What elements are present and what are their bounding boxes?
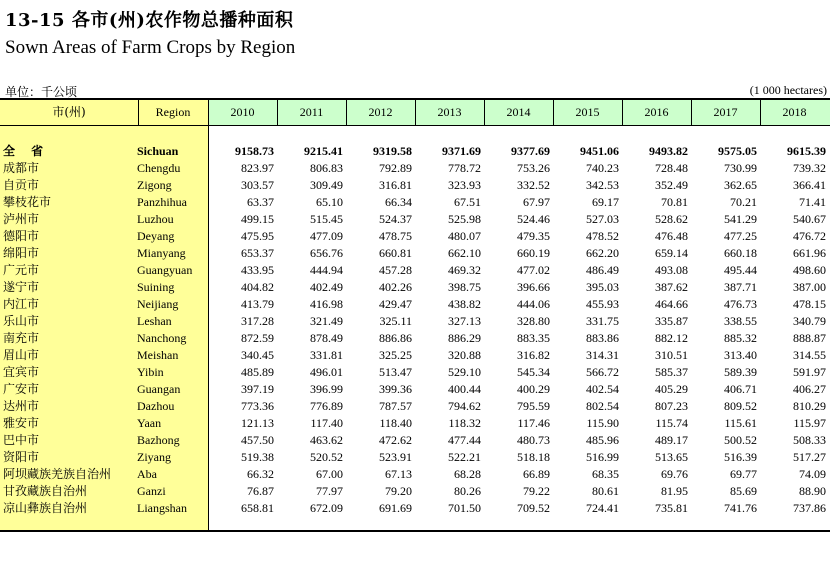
cell-value: 366.41 [793, 178, 826, 192]
cell-value: 463.62 [310, 433, 343, 447]
cell-value: 115.97 [793, 416, 826, 430]
cell-value: 399.36 [379, 382, 412, 396]
cell-value: 316.81 [379, 178, 412, 192]
cell-value: 806.83 [310, 161, 343, 175]
unit-label-en: (1 000 hectares) [749, 83, 827, 97]
cell-value: 522.21 [448, 450, 481, 464]
cell-value: 9615.39 [787, 144, 826, 158]
header-divider [346, 100, 347, 125]
header-year: 2010 [230, 105, 255, 119]
cell-value: 316.82 [517, 348, 550, 362]
cell-value: 117.40 [310, 416, 343, 430]
cell-value: 395.03 [586, 280, 619, 294]
cell-value: 74.09 [799, 467, 826, 481]
cell-value: 413.79 [241, 297, 274, 311]
cell-value: 794.62 [448, 399, 481, 413]
table-row [0, 245, 830, 262]
cell-value: 80.61 [592, 484, 619, 498]
cell-value: 457.50 [241, 433, 274, 447]
cell-value: 672.09 [310, 501, 343, 515]
cell-value: 402.54 [586, 382, 619, 396]
cell-value: 115.61 [724, 416, 757, 430]
cell-value: 485.89 [241, 365, 274, 379]
cell-value: 327.13 [448, 314, 481, 328]
region-name-en: Neijiang [137, 297, 179, 311]
cell-value: 71.41 [799, 195, 826, 209]
cell-value: 323.93 [448, 178, 481, 192]
cell-value: 397.19 [241, 382, 274, 396]
cell-value: 65.10 [316, 195, 343, 209]
cell-value: 331.75 [586, 314, 619, 328]
header-divider [277, 100, 278, 125]
cell-value: 9319.58 [373, 144, 412, 158]
cell-value: 117.46 [517, 416, 550, 430]
region-name-en: Sichuan [137, 144, 179, 158]
cell-value: 662.10 [448, 246, 481, 260]
cell-value: 773.36 [241, 399, 274, 413]
cell-value: 9158.73 [235, 144, 274, 158]
cell-value: 402.49 [310, 280, 343, 294]
cell-value: 787.57 [379, 399, 412, 413]
region-name-cn: 眉山市 [3, 348, 40, 362]
header-divider [553, 100, 554, 125]
region-name-cn: 泸州市 [3, 212, 40, 226]
header-divider [691, 100, 692, 125]
cell-value: 691.69 [379, 501, 412, 515]
cell-value: 883.35 [517, 331, 550, 345]
table-title-cn: 13-15 各市(州)农作物总播种面积 [5, 10, 294, 31]
header-city: 市(州) [52, 105, 86, 119]
cell-value: 516.99 [586, 450, 619, 464]
cell-value: 753.26 [517, 161, 550, 175]
region-name-en: Chengdu [137, 161, 181, 175]
cell-value: 477.25 [724, 229, 757, 243]
cell-value: 121.13 [241, 416, 274, 430]
region-name-cn: 全 省 [3, 144, 50, 158]
table-row [0, 194, 830, 211]
region-name-en: Meishan [137, 348, 179, 362]
cell-value: 457.28 [379, 263, 412, 277]
table-row [0, 330, 830, 347]
cell-value: 802.54 [586, 399, 619, 413]
header-year: 2015 [575, 105, 600, 119]
region-name-en: Luzhou [137, 212, 174, 226]
cell-value: 724.41 [586, 501, 619, 515]
cell-value: 79.22 [523, 484, 550, 498]
header-year: 2014 [506, 105, 531, 119]
cell-value: 823.97 [241, 161, 274, 175]
cell-value: 519.38 [241, 450, 274, 464]
table-row [0, 398, 830, 415]
cell-value: 792.89 [379, 161, 412, 175]
cell-value: 508.33 [793, 433, 826, 447]
cell-value: 325.11 [379, 314, 412, 328]
cell-value: 541.29 [724, 212, 757, 226]
table-row [0, 279, 830, 296]
cell-value: 529.10 [448, 365, 481, 379]
header-divider [415, 100, 416, 125]
cell-value: 67.51 [454, 195, 481, 209]
cell-value: 660.81 [379, 246, 412, 260]
region-name-cn: 德阳市 [3, 229, 40, 243]
cell-value: 591.97 [793, 365, 826, 379]
cell-value: 527.03 [586, 212, 619, 226]
cell-value: 653.37 [241, 246, 274, 260]
total-row [0, 143, 830, 160]
region-name-cn: 雅安市 [3, 416, 40, 430]
table-row [0, 347, 830, 364]
cell-value: 476.48 [655, 229, 688, 243]
cell-value: 495.44 [724, 263, 757, 277]
cell-value: 795.59 [517, 399, 550, 413]
cell-value: 69.76 [661, 467, 688, 481]
cell-value: 398.75 [448, 280, 481, 294]
header-divider [484, 100, 485, 125]
region-name-cn: 凉山彝族自治州 [3, 501, 88, 515]
cell-value: 387.62 [655, 280, 688, 294]
cell-value: 478.52 [586, 229, 619, 243]
cell-value: 888.87 [793, 331, 826, 345]
cell-value: 68.35 [592, 467, 619, 481]
table-row [0, 296, 830, 313]
cell-value: 660.19 [517, 246, 550, 260]
cell-value: 739.32 [793, 161, 826, 175]
region-name-en: Yibin [137, 365, 164, 379]
cell-value: 709.52 [517, 501, 550, 515]
cell-value: 523.91 [379, 450, 412, 464]
cell-value: 387.00 [793, 280, 826, 294]
cell-value: 405.29 [655, 382, 688, 396]
cell-value: 328.80 [517, 314, 550, 328]
cell-value: 477.09 [310, 229, 343, 243]
cell-value: 728.48 [655, 161, 688, 175]
cell-value: 9493.82 [649, 144, 688, 158]
data-table [0, 98, 830, 532]
cell-value: 516.39 [724, 450, 757, 464]
cell-value: 79.20 [385, 484, 412, 498]
cell-value: 406.27 [793, 382, 826, 396]
cell-value: 658.81 [241, 501, 274, 515]
cell-value: 362.65 [724, 178, 757, 192]
table-title-en: Sown Areas of Farm Crops by Region [5, 37, 296, 58]
table-row [0, 364, 830, 381]
region-name-en: Aba [137, 467, 157, 481]
cell-value: 303.57 [241, 178, 274, 192]
cell-value: 325.25 [379, 348, 412, 362]
cell-value: 77.97 [316, 484, 343, 498]
region-name-cn: 广安市 [3, 382, 40, 396]
cell-value: 730.99 [724, 161, 757, 175]
cell-value: 809.52 [724, 399, 757, 413]
cell-value: 331.81 [310, 348, 343, 362]
cell-value: 524.37 [379, 212, 412, 226]
cell-value: 513.47 [379, 365, 412, 379]
region-name-cn: 绵阳市 [3, 246, 40, 260]
region-name-cn: 阿坝藏族羌族自治州 [3, 467, 112, 481]
cell-value: 661.96 [793, 246, 826, 260]
cell-value: 472.62 [379, 433, 412, 447]
region-name-en: Bazhong [137, 433, 180, 447]
region-name-en: Guangyuan [137, 263, 193, 277]
region-name-cn: 成都市 [3, 161, 40, 175]
region-name-en: Guangan [137, 382, 181, 396]
cell-value: 115.74 [655, 416, 688, 430]
region-name-en: Leshan [137, 314, 172, 328]
cell-value: 9575.05 [718, 144, 757, 158]
cell-value: 310.51 [655, 348, 688, 362]
cell-value: 740.23 [586, 161, 619, 175]
cell-value: 66.34 [385, 195, 412, 209]
cell-value: 320.88 [448, 348, 481, 362]
cell-value: 396.99 [310, 382, 343, 396]
region-name-cn: 达州市 [3, 399, 40, 413]
cell-value: 524.46 [517, 212, 550, 226]
cell-value: 659.14 [655, 246, 688, 260]
cell-value: 335.87 [655, 314, 688, 328]
cell-value: 525.98 [448, 212, 481, 226]
cell-value: 737.86 [793, 501, 826, 515]
cell-value: 885.32 [724, 331, 757, 345]
cell-value: 69.77 [730, 467, 757, 481]
cell-value: 528.62 [655, 212, 688, 226]
table-row [0, 415, 830, 432]
cell-value: 67.13 [385, 467, 412, 481]
cell-value: 9215.41 [304, 144, 343, 158]
table-row [0, 449, 830, 466]
cell-value: 479.35 [517, 229, 550, 243]
header-year: 2016 [644, 105, 669, 119]
cell-value: 313.40 [724, 348, 757, 362]
cell-value: 480.73 [517, 433, 550, 447]
cell-value: 475.95 [241, 229, 274, 243]
cell-value: 469.32 [448, 263, 481, 277]
cell-value: 515.45 [310, 212, 343, 226]
cell-value: 67.00 [316, 467, 343, 481]
cell-value: 513.65 [655, 450, 688, 464]
region-name-en: Suining [137, 280, 175, 294]
cell-value: 476.72 [793, 229, 826, 243]
cell-value: 317.28 [241, 314, 274, 328]
cell-value: 69.17 [592, 195, 619, 209]
cell-value: 540.67 [793, 212, 826, 226]
header-year: 2013 [437, 105, 462, 119]
cell-value: 883.86 [586, 331, 619, 345]
region-name-cn: 南充市 [3, 331, 40, 345]
cell-value: 68.28 [454, 467, 481, 481]
cell-value: 118.32 [448, 416, 481, 430]
cell-value: 352.49 [655, 178, 688, 192]
cell-value: 477.02 [517, 263, 550, 277]
region-name-en: Dazhou [137, 399, 175, 413]
cell-value: 701.50 [448, 501, 481, 515]
cell-value: 67.97 [523, 195, 550, 209]
header-region: Region [155, 105, 191, 119]
cell-value: 70.21 [730, 195, 757, 209]
header-year: 2011 [299, 105, 324, 119]
cell-value: 477.44 [448, 433, 481, 447]
table-row [0, 262, 830, 279]
cell-value: 115.90 [586, 416, 619, 430]
cell-value: 400.44 [448, 382, 481, 396]
cell-value: 340.79 [793, 314, 826, 328]
cell-value: 886.29 [448, 331, 481, 345]
cell-value: 444.94 [310, 263, 343, 277]
cell-value: 85.69 [730, 484, 757, 498]
cell-value: 499.15 [241, 212, 274, 226]
cell-value: 66.32 [247, 467, 274, 481]
cell-value: 70.81 [661, 195, 688, 209]
cell-value: 321.49 [310, 314, 343, 328]
cell-value: 406.71 [724, 382, 757, 396]
header-year: 2018 [782, 105, 807, 119]
cell-value: 80.26 [454, 484, 481, 498]
cell-value: 400.29 [517, 382, 550, 396]
cell-value: 485.96 [586, 433, 619, 447]
cell-value: 496.01 [310, 365, 343, 379]
cell-value: 807.23 [655, 399, 688, 413]
region-name-en: Liangshan [137, 501, 187, 515]
cell-value: 387.71 [724, 280, 757, 294]
header-year: 2017 [713, 105, 738, 119]
cell-value: 309.49 [310, 178, 343, 192]
cell-value: 478.75 [379, 229, 412, 243]
cell-value: 656.76 [310, 246, 343, 260]
cell-value: 585.37 [655, 365, 688, 379]
table-row [0, 466, 830, 483]
cell-value: 455.93 [586, 297, 619, 311]
cell-value: 480.07 [448, 229, 481, 243]
region-name-cn: 遂宁市 [3, 280, 40, 294]
table-row [0, 160, 830, 177]
region-name-en: Deyang [137, 229, 175, 243]
region-name-en: Nanchong [137, 331, 187, 345]
cell-value: 882.12 [655, 331, 688, 345]
region-name-en: Ganzi [137, 484, 166, 498]
cell-value: 872.59 [241, 331, 274, 345]
cell-value: 9377.69 [511, 144, 550, 158]
cell-value: 444.06 [517, 297, 550, 311]
region-column-divider [208, 100, 209, 530]
cell-value: 878.49 [310, 331, 343, 345]
cell-value: 416.98 [310, 297, 343, 311]
cell-value: 342.53 [586, 178, 619, 192]
cell-value: 493.08 [655, 263, 688, 277]
cell-value: 520.52 [310, 450, 343, 464]
region-name-en: Ziyang [137, 450, 171, 464]
region-name-en: Zigong [137, 178, 172, 192]
cell-value: 886.86 [379, 331, 412, 345]
region-name-cn: 宜宾市 [3, 365, 40, 379]
header-divider [138, 100, 139, 125]
table-row [0, 177, 830, 194]
cell-value: 810.29 [793, 399, 826, 413]
cell-value: 314.31 [586, 348, 619, 362]
header-year: 2012 [368, 105, 393, 119]
cell-value: 332.52 [517, 178, 550, 192]
cell-value: 486.49 [586, 263, 619, 277]
cell-value: 9451.06 [580, 144, 619, 158]
cell-value: 489.17 [655, 433, 688, 447]
cell-value: 81.95 [661, 484, 688, 498]
region-name-cn: 广元市 [3, 263, 40, 277]
table-row [0, 500, 830, 517]
cell-value: 498.60 [793, 263, 826, 277]
cell-value: 566.72 [586, 365, 619, 379]
region-name-en: Panzhihua [137, 195, 187, 209]
cell-value: 662.20 [586, 246, 619, 260]
header-divider [622, 100, 623, 125]
cell-value: 429.47 [379, 297, 412, 311]
region-name-cn: 资阳市 [3, 450, 40, 464]
cell-value: 438.82 [448, 297, 481, 311]
region-name-cn: 巴中市 [3, 433, 40, 447]
cell-value: 433.95 [241, 263, 274, 277]
cell-value: 735.81 [655, 501, 688, 515]
cell-value: 88.90 [799, 484, 826, 498]
region-name-en: Mianyang [137, 246, 186, 260]
cell-value: 9371.69 [442, 144, 481, 158]
region-name-en: Yaan [137, 416, 162, 430]
cell-value: 66.89 [523, 467, 550, 481]
cell-value: 76.87 [247, 484, 274, 498]
cell-value: 402.26 [379, 280, 412, 294]
cell-value: 500.52 [724, 433, 757, 447]
table-row [0, 381, 830, 398]
cell-value: 118.40 [379, 416, 412, 430]
cell-value: 476.73 [724, 297, 757, 311]
header-divider [760, 100, 761, 125]
region-name-cn: 甘孜藏族自治州 [3, 484, 88, 498]
unit-label-cn: 单位：千公顷 [5, 85, 78, 99]
cell-value: 63.37 [247, 195, 274, 209]
table-row [0, 432, 830, 449]
region-name-cn: 攀枝花市 [3, 195, 52, 209]
table-row [0, 313, 830, 330]
cell-value: 340.45 [241, 348, 274, 362]
cell-value: 776.89 [310, 399, 343, 413]
table-row [0, 211, 830, 228]
cell-value: 338.55 [724, 314, 757, 328]
cell-value: 589.39 [724, 365, 757, 379]
cell-value: 396.66 [517, 280, 550, 294]
table-row [0, 483, 830, 500]
region-name-cn: 自贡市 [3, 178, 40, 192]
cell-value: 741.76 [724, 501, 757, 515]
cell-value: 464.66 [655, 297, 688, 311]
cell-value: 545.34 [517, 365, 550, 379]
cell-value: 404.82 [241, 280, 274, 294]
region-name-cn: 乐山市 [3, 314, 40, 328]
cell-value: 660.18 [724, 246, 757, 260]
cell-value: 778.72 [448, 161, 481, 175]
table-row [0, 228, 830, 245]
cell-value: 314.55 [793, 348, 826, 362]
region-name-cn: 内江市 [3, 297, 40, 311]
cell-value: 518.18 [517, 450, 550, 464]
cell-value: 517.27 [793, 450, 826, 464]
cell-value: 478.15 [793, 297, 826, 311]
